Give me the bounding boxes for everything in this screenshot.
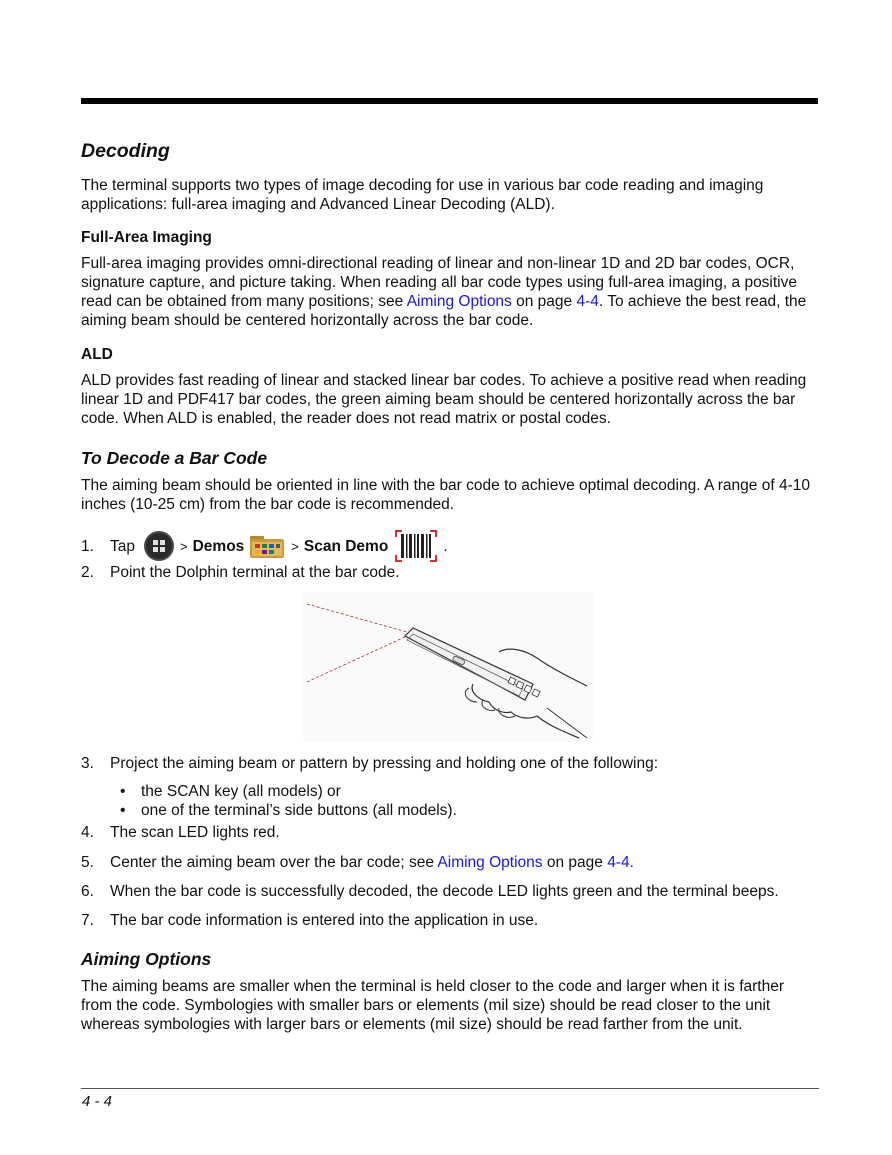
top-rule: [81, 98, 818, 104]
bullet-mark: •: [120, 802, 126, 820]
windows-start-icon[interactable]: [143, 530, 175, 562]
demos-folder-icon[interactable]: [249, 533, 285, 559]
steps-list-final: [81, 823, 819, 930]
step-text: The scan LED lights red.: [110, 824, 280, 842]
hand-held-terminal-drawing: [303, 592, 593, 742]
step-number: 5.: [81, 853, 94, 871]
ald-heading: ALD: [81, 345, 113, 363]
step-number: 3.: [81, 754, 94, 772]
step-1: [81, 526, 819, 566]
page-content: [81, 138, 819, 1035]
page-ref-link[interactable]: 4-4: [607, 853, 630, 871]
step-text: The bar code information is entered into the application in use.: [110, 912, 539, 930]
bullet-text: the SCAN key (all models) or: [141, 782, 341, 800]
step-5: [81, 853, 819, 872]
step-1-tap: Tap: [110, 537, 135, 555]
list-item: [120, 782, 819, 801]
steps-list: [81, 526, 819, 582]
step-number: 2.: [81, 564, 94, 582]
full-area-text-mid: on page: [511, 293, 577, 311]
step-number: 1.: [81, 537, 94, 555]
full-area-text-before: Full-area imaging provides omni-directional reading of linear and non-linear 1D and 2D bar codes, OCR, signature capture, and picture taking. When reading all bar code types using full-area imaging, a positive read can be obtained from many positions; see: [81, 254, 797, 311]
step-text: Project the aiming beam or pattern by pressing and holding one of the following:: [110, 754, 659, 772]
step-text: When the bar code is successfully decoded, the decode LED lights green and the terminal beeps.: [110, 883, 779, 901]
step-text: Point the Dolphin terminal at the bar code.: [110, 564, 400, 582]
decoding-intro: The terminal supports two types of image decoding for use in various bar code reading and imaging applications: full-area imaging and Advanced Linear Decoding (ALD).: [81, 177, 764, 214]
full-area-heading: Full-Area Imaging: [81, 228, 212, 246]
step-1-scan-demo: Scan Demo: [303, 537, 389, 555]
aiming-options-link[interactable]: Aiming Options: [437, 853, 543, 871]
list-item: [120, 801, 819, 820]
section-title-decode-bar-code: To Decode a Bar Code: [81, 447, 268, 468]
step-1-end: .: [443, 537, 448, 555]
step-3-options: [81, 782, 819, 821]
terminal-illustration: [303, 592, 593, 742]
step-5-text-after: .: [629, 853, 634, 871]
step-6: [81, 882, 819, 901]
full-area-paragraph: [81, 254, 819, 331]
step-1-demos: Demos: [192, 537, 245, 555]
page-number: 4 - 4: [82, 1093, 113, 1110]
decode-intro: The aiming beam should be oriented in line with the bar code to achieve optimal decoding. A range of 4-10 inches (10-25 cm) from the bar code is recommended.: [81, 476, 810, 513]
section-title-decoding: Decoding: [81, 140, 170, 162]
section-title-aiming-options: Aiming Options: [81, 948, 212, 969]
step-1-sep1: >: [180, 538, 188, 554]
bullet-text: one of the terminal’s side buttons (all models).: [141, 802, 457, 820]
scan-demo-barcode-icon[interactable]: [394, 529, 438, 563]
bottom-rule: [81, 1088, 819, 1089]
step-4: [81, 823, 819, 842]
step-1-sep2: >: [291, 538, 299, 554]
step-5-content: [110, 853, 634, 872]
step-3: [81, 754, 819, 773]
step-number: 4.: [81, 824, 94, 842]
page-ref-link[interactable]: 4-4: [576, 293, 599, 311]
step-2: [81, 563, 819, 582]
step-5-text-mid: on page: [542, 853, 608, 871]
step-number: 7.: [81, 912, 94, 930]
step-7: [81, 911, 819, 930]
step-number: 6.: [81, 883, 94, 901]
aiming-options-link[interactable]: Aiming Options: [406, 293, 512, 311]
steps-list-continued: [81, 754, 819, 773]
step-5-text-before: Center the aiming beam over the bar code; see: [110, 853, 438, 871]
bullet-mark: •: [120, 782, 126, 800]
ald-paragraph: ALD provides fast reading of linear and stacked linear bar codes. To achieve a positive read when reading linear 1D and PDF417 bar codes, the green aiming beam should be centered horizontally across the bar code. When ALD is enabled, the reader does not read matrix or postal codes.: [81, 371, 807, 428]
aiming-paragraph: The aiming beams are smaller when the terminal is held closer to the code and larger when it is farther from the code. Symbologies with smaller bars or elements (mil size) should be read closer to the unit whereas symbologies with larger bars or elements (mil size) should be read farther from the unit.: [81, 977, 785, 1034]
full-area-text-after: . To achieve the best read, the aiming beam should be centered horizontally across the bar code.: [81, 293, 807, 330]
